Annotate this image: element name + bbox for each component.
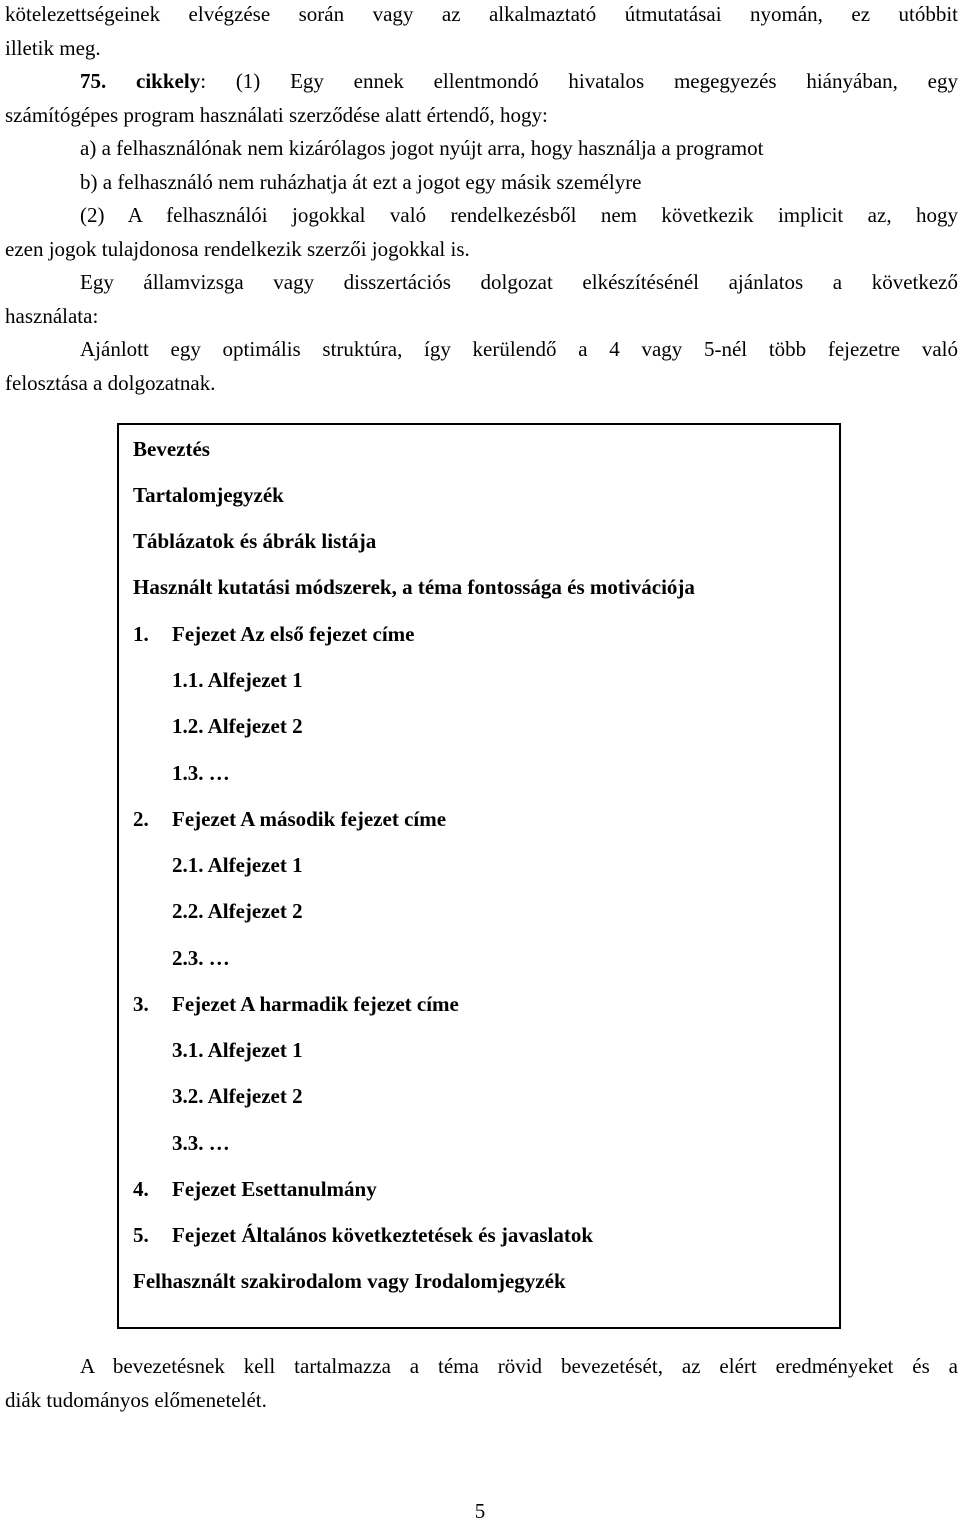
article-heading-line [5,65,958,99]
toc-bibliography: Felhasznált szakirodalom vagy Irodalomjegyzék [133,1269,566,1293]
toc-chapter-3: 3. Fejezet A harmadik fejezet címe [133,992,459,1016]
toc-subchapter: 2.1. Alfejezet 1 [172,853,303,877]
closing-line: diák tudományos előmenetelét. [5,1387,267,1412]
article-line: számítógépes program használati szerződése alatt értendő, hogy: [5,102,548,127]
toc-chapter-2: 2. Fejezet A második fejezet címe [133,807,447,831]
point-b: b) a felhasználó nem ruházhatja át ezt a jogot egy másik személyre [80,169,642,194]
intro-line: illetik meg. [5,35,101,60]
closing-text [5,1350,958,1417]
toc-chapter-5: 5. Fejezet Általános következtetések és javaslatok [133,1223,594,1247]
toc-subchapter: 3.3. … [172,1131,230,1155]
paragraph-2-line: ezen jogok tulajdonosa rendelkezik szerzői jogokkal is. [5,236,470,261]
intro-line: kötelezettségeinek elvégzése során vagy az alkalmaztató útmutatásai nyomán, ez utóbbit [5,2,958,26]
structure-line: használata: [5,303,99,328]
toc-introduction: Beveztés [133,437,210,461]
toc-subchapter: 2.2. Alfejezet 2 [172,899,303,923]
toc-subchapter: 1.3. … [172,761,230,785]
toc-subchapter: 1.2. Alfejezet 2 [172,714,303,738]
article-text: : (1) Egy ennek ellentmondó hivatalos megegyezés hiányában, egy [200,69,958,93]
toc-methods: Használt kutatási módszerek, a téma fontossága és motivációja [133,575,695,599]
article-label: 75. cikkely [80,69,201,93]
point-a: a) a felhasználónak nem kizárólagos jogot nyújt arra, hogy használja a programot [80,136,764,160]
page-number: 5 [474,1499,486,1523]
structure-line: Egy államvizsga vagy disszertációs dolgozat elkészítésénél ajánlatos a következő [80,270,958,294]
toc-subchapter: 1.1. Alfejezet 1 [172,668,303,692]
toc-chapter-1: 1. Fejezet Az első fejezet címe [133,622,415,646]
recommend-line: felosztása a dolgozatnak. [5,370,216,395]
toc-chapter-4: 4. Fejezet Esettanulmány [133,1177,377,1201]
toc-subchapter: 3.1. Alfejezet 1 [172,1038,303,1062]
toc-subchapter: 3.2. Alfejezet 2 [172,1084,303,1108]
toc-subchapter: 2.3. … [172,946,230,970]
toc-tables-figures: Táblázatok és ábrák listája [133,529,377,553]
recommend-line: Ajánlott egy optimális struktúra, így kerülendő a 4 vagy 5-nél több fejezetre való [80,337,958,361]
toc-contents: Tartalomjegyzék [133,483,284,507]
intro-text [5,0,958,400]
paragraph-2-line: (2) A felhasználói jogokkal való rendelkezésből nem következik implicit az, hogy [80,203,958,227]
closing-line: A bevezetésnek kell tartalmazza a téma rövid bevezetését, az elért eredményeket és a [80,1354,958,1378]
